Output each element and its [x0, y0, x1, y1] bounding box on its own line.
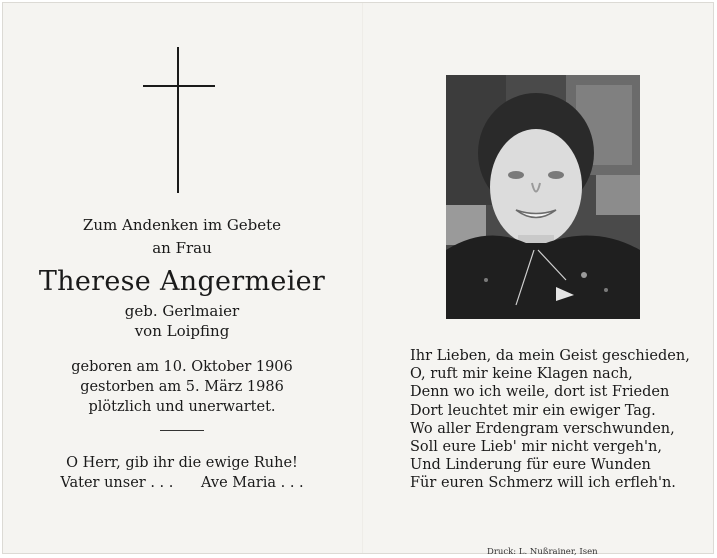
left-panel — [3, 3, 361, 553]
prayer-line-1: O Herr, gib ihr die ewige Ruhe! — [66, 455, 298, 471]
poem-line: Soll eure Lieb' mir nicht vergeh'n, — [410, 439, 662, 456]
maiden-name: geb. Gerlmaier — [124, 302, 240, 320]
portrait-image — [446, 75, 640, 319]
divider — [160, 430, 204, 431]
memorial-card — [2, 2, 714, 557]
poem-line: Wo aller Erdengram verschwunden, — [410, 420, 675, 437]
portrait-photo — [446, 75, 640, 319]
poem — [410, 347, 690, 493]
card-fold — [362, 3, 364, 553]
poem-line: O, ruft mir keine Klagen nach, — [410, 366, 633, 383]
deceased-name: Therese Angermeier — [38, 266, 326, 297]
poem-line: Und Linderung für eure Wunden — [410, 457, 651, 474]
cross-icon — [143, 47, 215, 193]
poem-line: Für euren Schmerz will ich erfleh'n. — [410, 475, 676, 492]
prayer-line-2: Vater unser . . . Ave Maria . . . — [60, 475, 304, 491]
death-date: gestorben am 5. März 1986 — [80, 379, 284, 395]
printer-credit: Druck: L. Nußrainer, Isen — [487, 547, 598, 557]
poem-line: Ihr Lieben, da mein Geist geschieden, — [410, 348, 690, 364]
poem-line: Denn wo ich weile, dort ist Frieden — [410, 384, 670, 401]
right-panel — [365, 3, 715, 557]
origin: von Loipfing — [134, 322, 230, 340]
intro-line: Zum Andenken im Gebete — [82, 216, 282, 234]
poem-line: Dort leuchtet mir ein ewiger Tag. — [410, 402, 656, 419]
birth-date: geboren am 10. Oktober 1906 — [71, 359, 293, 375]
intro-line-2: an Frau — [152, 239, 212, 257]
death-manner: plötzlich und unerwartet. — [88, 399, 276, 415]
